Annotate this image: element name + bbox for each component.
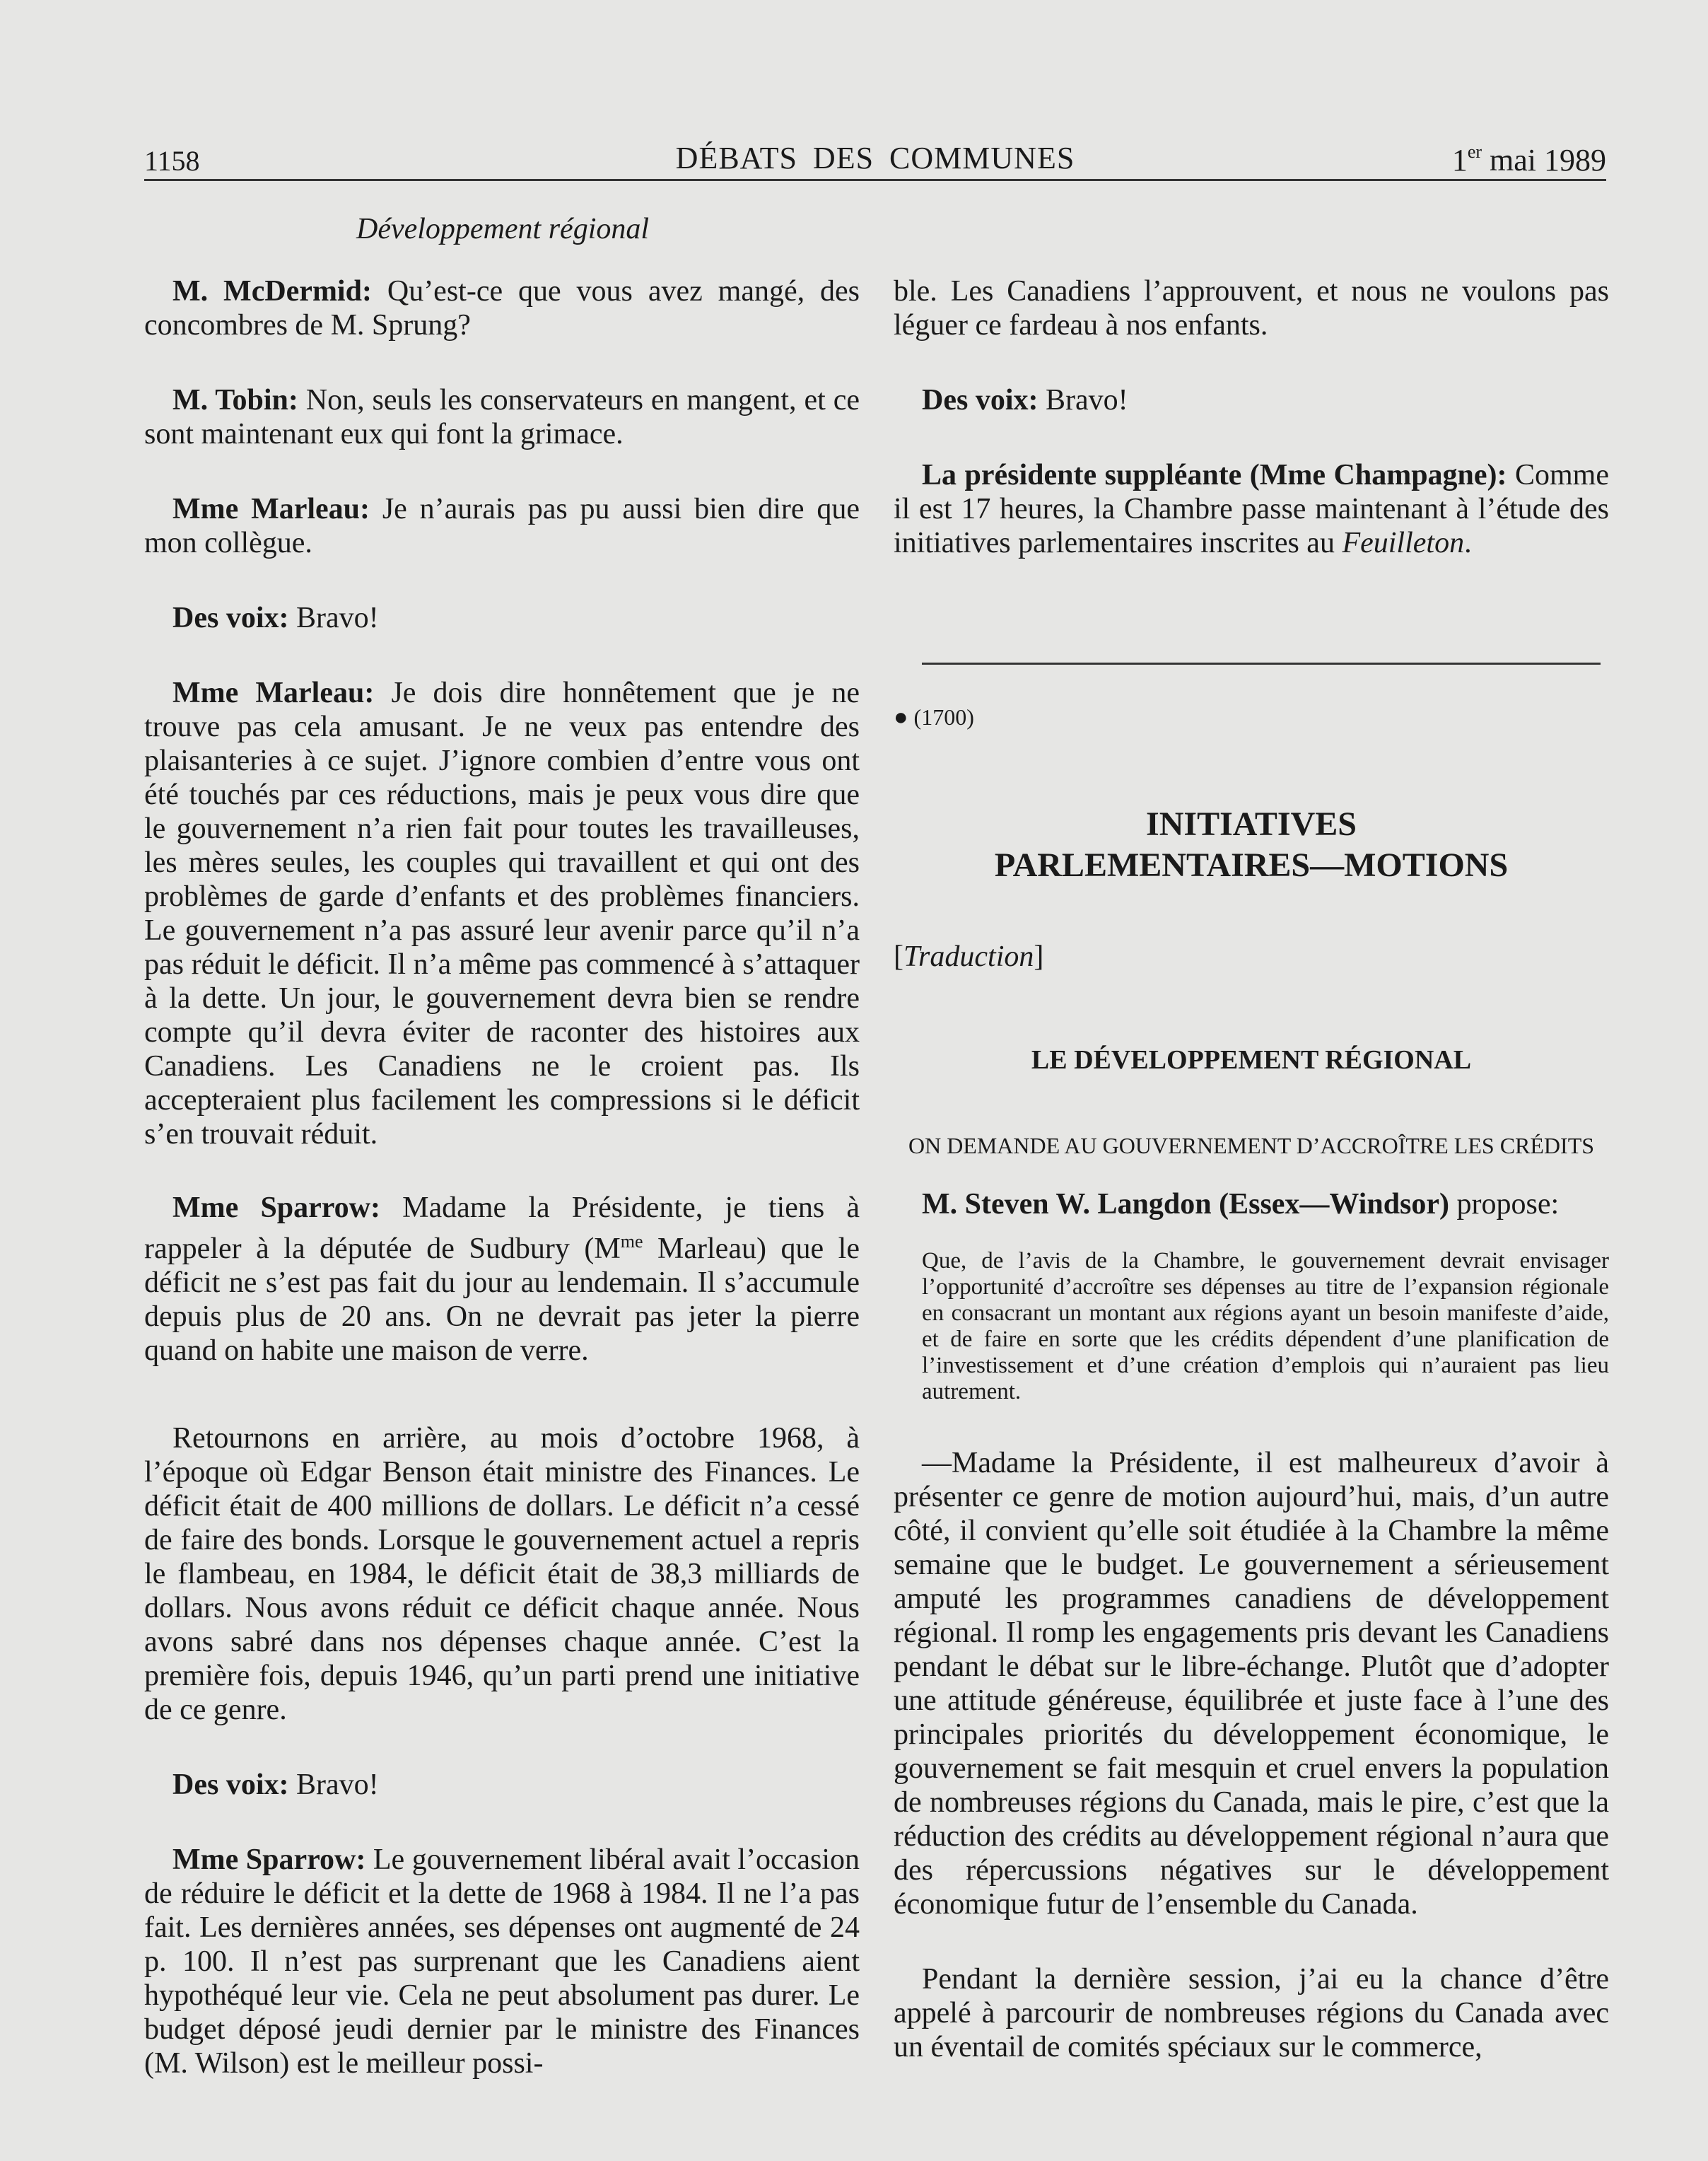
speaker-name: Mme Sparrow: — [172, 1192, 380, 1224]
speech-paragraph: —Madame la Présidente, il est malheureux d’avoir à présenter ce genre de motion aujourd’hui, mais, d’un autre côté, il convient qu’elle soit étudiée à la Chambre la même semaine que le budget. Le gouvernement a sérieusement amputé les programmes canadiens de développement régional. Il romp les engagements pris devant les Canadiens pendant le débat sur le libre-échange. Plutôt que d’adopter une attitude généreuse, équilibrée et juste face à l’une des principales priorités du développement économique, le gouvernement se fait mesquin et cruel envers la population de nombreuses régions du Canada, mais le pire, c’est que la réduction des crédits au développement régional n’aura que des répercussions négatives sur le développement économique futur de l’ensemble du Canada. — [894, 1447, 1609, 1921]
publication-title: DÉBATS DES COMMUNES — [675, 141, 1075, 175]
speech-paragraph: Mme Sparrow: Le gouvernement libéral avait l’occasion de réduire le déficit et la dette de 1968 à 1984. Il ne l’a pas fait. Les dernières années, ses dépenses ont augmenté de 24 p. 100. Il n’est pas surprenant que les Canadiens aient hypothéqué leur vie. Cela ne peut absolument pas durer. Le budget déposé jeudi dernier par le ministre des Finances (M. Wilson) est le meilleur possi- — [144, 1843, 860, 2080]
speech-paragraph: Des voix: Bravo! — [922, 384, 1128, 417]
speech-paragraph: Des voix: Bravo! — [172, 602, 379, 634]
speech-paragraph: Pendant la dernière session, j’ai eu la chance d’être appelé à parcourir de nombreuses régions du Canada avec un éventail de comités spéciaux sur le commerce, — [894, 1963, 1609, 2063]
speaker-name: Des voix: — [172, 1769, 289, 1801]
speech-paragraph: Mme Marleau: Je dois dire honnêtement que je ne trouve pas cela amusant. Je ne veux pas entendre des plaisanteries à ce sujet. J’ignore combien d’entre vous ont été touchés par ces réductions, mais je peux vous dire que le gouvernement n’a rien fait pour toutes les travailleuses, les mères seules, les couples qui travaillent et qui ont des problèmes de garde d’enfants et des problèmes financiers. Le gouvernement n’a pas assuré leur avenir parce qu’il n’a pas réduit le déficit. Il n’a même pas commencé à s’attaquer à la dette. Un jour, le gouvernement devra bien se rendre compte qu’il devra éviter de raconter des histoires aux Canadiens. Les Canadiens ne le croient pas. Ils accepteraient plus facilement les compressions si le déficit s’en trouvait réduit. — [144, 677, 860, 1151]
speaker-name: M. Tobin: — [172, 384, 298, 417]
translation-note: [Traduction] — [894, 940, 1044, 973]
speaker-name: M. McDermid: — [172, 275, 372, 308]
speech-paragraph: M. McDermid: Qu’est-ce que vous avez mangé, des concombres de M. Sprung? — [144, 275, 860, 342]
proposer-line: M. Steven W. Langdon (Essex—Windsor) propose: — [922, 1188, 1560, 1221]
speaker-name: Mme Sparrow: — [172, 1843, 366, 1876]
section-title: Développement régional — [356, 213, 650, 245]
speech-paragraph: Retournons en arrière, au mois d’octobre 1968, à l’époque où Edgar Benson était ministre des Finances. Le déficit était de 400 millions de dollars. Le déficit n’a cessé de faire des bonds. Lorsque le gouvernement actuel a repris le flambeau, en 1984, le déficit était de 38,3 milliards de dollars. Nous avons réduit ce déficit chaque année. Nous avons sabré dans nos dépenses chaque année. C’est la première fois, depuis 1946, qu’un parti prend une initiative de ce genre. — [144, 1422, 860, 1726]
page-header — [144, 136, 1606, 185]
speaker-name: Mme Marleau: — [172, 677, 375, 709]
left-column — [144, 212, 860, 2080]
speech-paragraph: La présidente suppléante (Mme Champagne): Comme il est 17 heures, la Chambre passe maintenant à l’étude des initiatives parlementaires inscrites au Feuilleton. — [894, 459, 1609, 559]
subject-subheading: ON DEMANDE AU GOUVERNEMENT D’ACCROÎTRE LES CRÉDITS — [908, 1133, 1595, 1158]
speech-paragraph: Mme Marleau: Je n’aurais pas pu aussi bien dire que mon collègue. — [144, 493, 860, 559]
speaker-name: La présidente suppléante (Mme Champagne): — [922, 459, 1507, 491]
right-column — [894, 274, 1609, 2064]
speaker-name: Des voix: — [172, 602, 289, 634]
time-marker: ● (1700) — [894, 704, 974, 730]
header-date: 1er mai 1989 — [1451, 141, 1606, 177]
section-divider — [922, 663, 1601, 665]
header-rule — [144, 179, 1606, 181]
speech-paragraph: Mme Sparrow: Madame la Présidente, je tiens à rappeler à la députée de Sudbury ($M^{me}$ Marleau) que le déficit ne s’est pas fait du jour au lendemain. Il s’accumule depuis plus de 20 ans. On ne devrait pas jeter la pierre quand on habite une maison de verre. — [144, 1192, 860, 1367]
motion-text: Que, de l’avis de la Chambre, le gouvernement devrait envisager l’opportunité d’accroître ses dépenses au titre de l’expansion régionale en consacrant un montant aux régions ayant un besoin manifeste d’aide, et de faire en sorte que les crédits dépendent d’une planification de l’investissement et d’une création d’emplois qui n’auraient pas lieu autrement. — [922, 1248, 1609, 1404]
speech-continuation: ble. Les Canadiens l’approuvent, et nous ne voulons pas léguer ce fardeau à nos enfants. — [894, 275, 1609, 342]
subject-heading: LE DÉVELOPPEMENT RÉGIONAL — [1031, 1045, 1472, 1075]
page-number: 1158 — [144, 145, 200, 177]
speech-paragraph: M. Tobin: Non, seuls les conservateurs en mangent, et ce sont maintenant eux qui font la grimace. — [144, 384, 860, 450]
speaker-name: Des voix: — [922, 384, 1039, 417]
speech-paragraph: Des voix: Bravo! — [172, 1769, 379, 1801]
speaker-name: Mme Marleau: — [172, 493, 370, 525]
section-heading: INITIATIVES PARLEMENTAIRES—MOTIONS — [994, 805, 1509, 884]
